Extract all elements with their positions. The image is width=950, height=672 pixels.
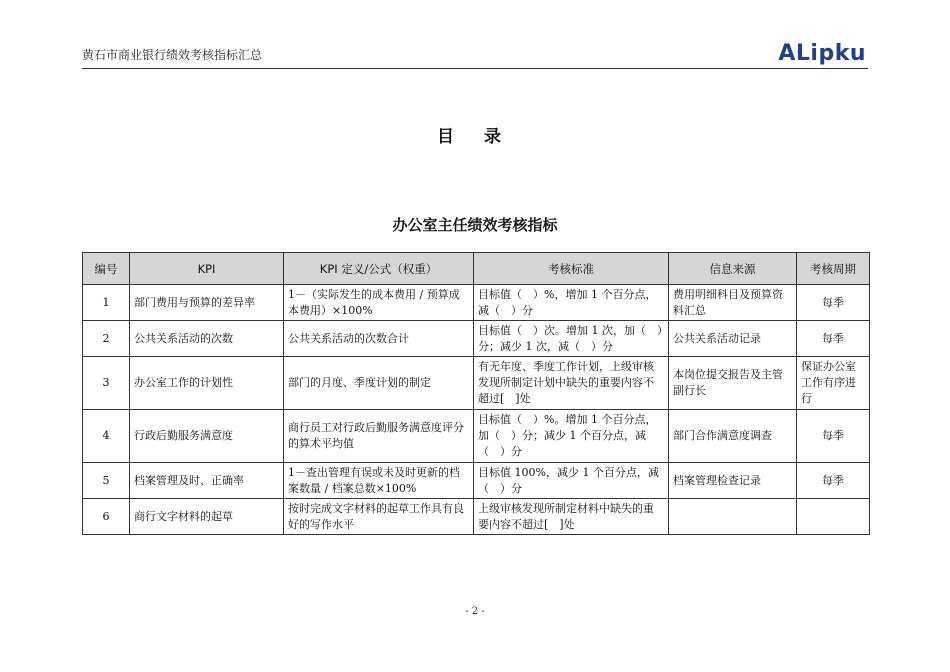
cell-kpi: 行政后勤服务满意度 <box>130 410 284 463</box>
column-header: KPI 定义/公式（权重） <box>284 253 474 285</box>
page-number: - 2 - <box>465 606 485 617</box>
cell-kpi: 商行文字材料的起草 <box>130 499 284 535</box>
cell-definition: 商行员工对行政后勤服务满意度评分的算术平均值 <box>284 410 474 463</box>
cell-source: 公共关系活动记录 <box>669 321 797 357</box>
cell-cycle <box>797 499 870 535</box>
cell-cycle: 保证办公室工作有序进行 <box>797 357 870 410</box>
cell-standard: 目标值（ ）%。增加 1 个百分点，加（ ）分；减少 1 个百分点，减（ ）分 <box>474 410 669 463</box>
cell-no: 4 <box>83 410 130 463</box>
table-header-row <box>83 253 870 285</box>
cell-no: 3 <box>83 357 130 410</box>
cell-definition: 公共关系活动的次数合计 <box>284 321 474 357</box>
cell-no: 5 <box>83 463 130 499</box>
cell-source: 费用明细科目及预算资料汇总 <box>669 285 797 321</box>
table-row <box>83 499 870 535</box>
cell-source: 本岗位提交报告及主管副行长 <box>669 357 797 410</box>
table-title: 办公室主任绩效考核指标 <box>392 216 558 234</box>
cell-cycle: 每季 <box>797 321 870 357</box>
cell-definition: 按时完成文字材料的起草工作具有良好的写作水平 <box>284 499 474 535</box>
cell-no: 2 <box>83 321 130 357</box>
cell-definition: 部门的月度、季度计划的制定 <box>284 357 474 410</box>
cell-no: 1 <box>83 285 130 321</box>
column-header: 考核周期 <box>797 253 870 285</box>
cell-no: 6 <box>83 499 130 535</box>
cell-standard: 目标值（ ）%，增加 1 个百分点，减（ ）分 <box>474 285 669 321</box>
column-header: KPI <box>130 253 284 285</box>
header-title: 黄石市商业银行绩效考核指标汇总 <box>82 48 263 62</box>
cell-standard: 目标值（ ）次。增加 1 次，加（ ）分；减少 1 次，减（ ）分 <box>474 321 669 357</box>
table-row <box>83 357 870 410</box>
table-row <box>83 321 870 357</box>
cell-kpi: 档案管理及时、正确率 <box>130 463 284 499</box>
company-logo: ALipku <box>778 41 866 66</box>
cell-kpi: 办公室工作的计划性 <box>130 357 284 410</box>
document-title: 目 录 <box>437 127 513 147</box>
table-row <box>83 285 870 321</box>
page-header <box>82 40 868 69</box>
cell-kpi: 公共关系活动的次数 <box>130 321 284 357</box>
table-row <box>83 463 870 499</box>
cell-standard: 上级审核发现所制定材料中缺失的重要内容不超过[ ]处 <box>474 499 669 535</box>
table-row <box>83 410 870 463</box>
cell-definition: 1－查出管理有误或未及时更新的档案数量 / 档案总数×100% <box>284 463 474 499</box>
cell-standard: 目标值 100%，减少 1 个百分点，减（ ）分 <box>474 463 669 499</box>
cell-cycle: 每季 <box>797 285 870 321</box>
cell-standard: 有无年度、季度工作计划，上级审核发现所制定计划中缺失的重要内容不超过[ ]处 <box>474 357 669 410</box>
cell-cycle: 每季 <box>797 463 870 499</box>
cell-source: 部门合作满意度调查 <box>669 410 797 463</box>
cell-kpi: 部门费用与预算的差异率 <box>130 285 284 321</box>
cell-source <box>669 499 797 535</box>
column-header: 信息来源 <box>669 253 797 285</box>
kpi-table <box>82 252 870 535</box>
column-header: 考核标准 <box>474 253 669 285</box>
cell-definition: 1－（实际发生的成本费用 / 预算成本费用）×100% <box>284 285 474 321</box>
cell-source: 档案管理检查记录 <box>669 463 797 499</box>
column-header: 编号 <box>83 253 130 285</box>
cell-cycle: 每季 <box>797 410 870 463</box>
